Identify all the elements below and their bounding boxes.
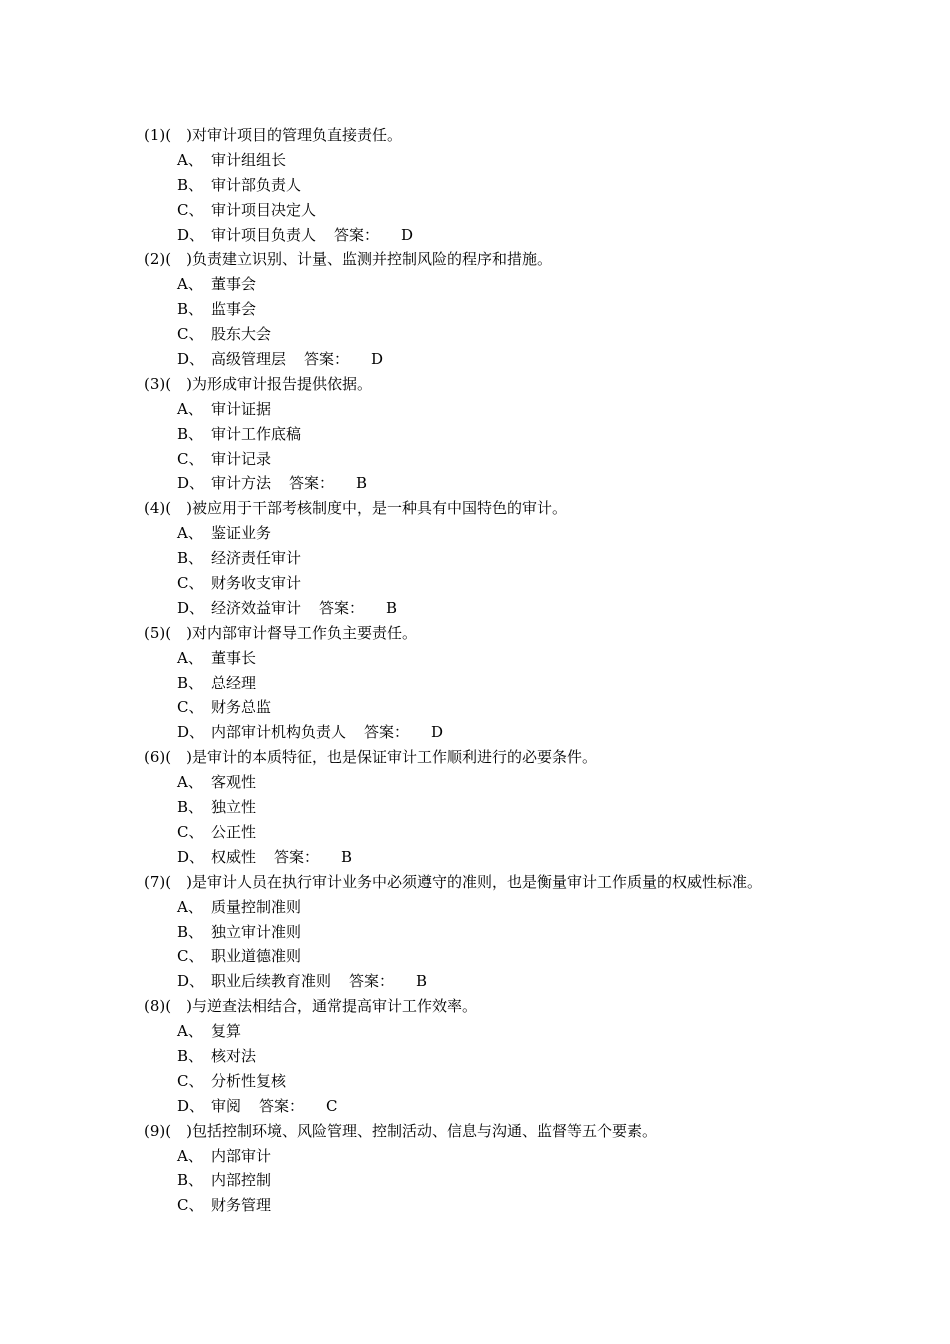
option-letter: B、 xyxy=(177,673,204,692)
option-text: 职业道德准则 xyxy=(211,947,302,966)
option-text: 监事会 xyxy=(211,300,257,319)
option-letter: D、 xyxy=(177,350,205,369)
option-letter: C、 xyxy=(177,947,204,966)
option-letter: B、 xyxy=(177,424,204,443)
answer-label: 答案： xyxy=(304,350,350,369)
option-text: 经济责任审计 xyxy=(211,549,302,568)
answer-value: B xyxy=(356,474,368,493)
option-row xyxy=(144,1144,762,1169)
option-text: 审计组组长 xyxy=(211,150,287,169)
option-row xyxy=(144,148,762,173)
option-text: 股东大会 xyxy=(211,325,272,344)
option-letter: A、 xyxy=(177,1146,203,1165)
option-row xyxy=(144,695,762,720)
option-letter: B、 xyxy=(177,300,204,319)
option-text: 独立审计准则 xyxy=(211,922,302,941)
option-letter: C、 xyxy=(177,325,204,344)
option-text: 独立性 xyxy=(211,798,257,817)
option-row xyxy=(144,944,762,969)
option-row xyxy=(144,1069,762,1094)
option-row xyxy=(144,397,762,422)
option-letter: D、 xyxy=(177,225,205,244)
question-list xyxy=(144,123,762,1218)
question-stem: (7)( )是审计人员在执行审计业务中必须遵守的准则，也是衡量审计工作质量的权威性标准。 xyxy=(144,872,762,891)
option-row xyxy=(144,422,762,447)
option-row xyxy=(144,1168,762,1193)
option-row xyxy=(144,471,762,496)
option-letter: D、 xyxy=(177,972,205,991)
answer-value: B xyxy=(386,598,398,617)
option-row xyxy=(144,546,762,571)
option-letter: B、 xyxy=(177,1171,204,1190)
option-letter: A、 xyxy=(177,1022,203,1041)
answer-label: 答案： xyxy=(274,847,320,866)
question-stem: (9)( )包括控制环境、风险管理、控制活动、信息与沟通、监督等五个要素。 xyxy=(144,1121,657,1140)
option-row xyxy=(144,845,762,870)
answer-label: 答案： xyxy=(364,723,410,742)
option-text: 权威性 xyxy=(211,847,257,866)
answer-value: B xyxy=(341,847,353,866)
option-letter: D、 xyxy=(177,598,205,617)
option-text: 复算 xyxy=(211,1022,242,1041)
option-row xyxy=(144,1193,762,1218)
answer-value: C xyxy=(326,1096,338,1115)
question-stem: (2)( )负责建立识别、计量、监测并控制风险的程序和措施。 xyxy=(144,250,552,269)
option-letter: C、 xyxy=(177,698,204,717)
option-letter: D、 xyxy=(177,474,205,493)
option-row xyxy=(144,521,762,546)
question-stem: (6)( )是审计的本质特征，也是保证审计工作顺利进行的必要条件。 xyxy=(144,748,597,767)
option-text: 审计方法 xyxy=(211,474,272,493)
option-text: 审计项目决定人 xyxy=(211,200,317,219)
option-row xyxy=(144,297,762,322)
option-text: 审阅 xyxy=(211,1096,242,1115)
option-text: 经济效益审计 xyxy=(211,598,302,617)
option-letter: A、 xyxy=(177,524,203,543)
option-text: 内部审计 xyxy=(211,1146,272,1165)
option-letter: C、 xyxy=(177,574,204,593)
option-row xyxy=(144,447,762,472)
option-text: 内部审计机构负责人 xyxy=(211,723,347,742)
option-row xyxy=(144,596,762,621)
option-letter: A、 xyxy=(177,150,203,169)
answer-label: 答案： xyxy=(334,225,380,244)
question-stem: (4)( )被应用于干部考核制度中，是一种具有中国特色的审计。 xyxy=(144,499,567,518)
answer-label: 答案： xyxy=(289,474,335,493)
option-row xyxy=(144,720,762,745)
option-row xyxy=(144,969,762,994)
option-text: 财务管理 xyxy=(211,1196,272,1215)
option-letter: B、 xyxy=(177,1046,204,1065)
option-letter: C、 xyxy=(177,449,204,468)
option-text: 鉴证业务 xyxy=(211,524,272,543)
option-text: 分析性复核 xyxy=(211,1071,287,1090)
option-text: 职业后续教育准则 xyxy=(211,972,332,991)
option-row xyxy=(144,198,762,223)
answer-label: 答案： xyxy=(349,972,395,991)
option-text: 质量控制准则 xyxy=(211,897,302,916)
option-row xyxy=(144,322,762,347)
option-letter: A、 xyxy=(177,275,203,294)
option-row xyxy=(144,272,762,297)
question-stem: (3)( )为形成审计报告提供依据。 xyxy=(144,374,372,393)
option-letter: B、 xyxy=(177,798,204,817)
option-row xyxy=(144,347,762,372)
option-letter: D、 xyxy=(177,723,205,742)
option-letter: C、 xyxy=(177,1071,204,1090)
option-letter: B、 xyxy=(177,175,204,194)
option-text: 董事长 xyxy=(211,648,257,667)
option-text: 审计证据 xyxy=(211,399,272,418)
option-text: 财务总监 xyxy=(211,698,272,717)
answer-value: D xyxy=(371,350,384,369)
option-row xyxy=(144,820,762,845)
option-text: 公正性 xyxy=(211,822,257,841)
option-text: 核对法 xyxy=(211,1046,257,1065)
option-row xyxy=(144,1019,762,1044)
answer-label: 答案： xyxy=(319,598,365,617)
option-row xyxy=(144,795,762,820)
option-text: 内部控制 xyxy=(211,1171,272,1190)
option-letter: B、 xyxy=(177,549,204,568)
option-letter: C、 xyxy=(177,822,204,841)
option-row xyxy=(144,895,762,920)
option-letter: C、 xyxy=(177,200,204,219)
option-letter: D、 xyxy=(177,1096,205,1115)
option-letter: D、 xyxy=(177,847,205,866)
option-letter: A、 xyxy=(177,399,203,418)
option-row xyxy=(144,646,762,671)
option-row xyxy=(144,671,762,696)
option-row xyxy=(144,223,762,248)
question-stem: (5)( )对内部审计督导工作负主要责任。 xyxy=(144,623,417,642)
option-row xyxy=(144,571,762,596)
option-text: 审计工作底稿 xyxy=(211,424,302,443)
option-row xyxy=(144,173,762,198)
answer-value: D xyxy=(401,225,414,244)
answer-value: B xyxy=(416,972,428,991)
option-letter: C、 xyxy=(177,1196,204,1215)
answer-value: D xyxy=(431,723,444,742)
option-row xyxy=(144,1044,762,1069)
option-letter: A、 xyxy=(177,773,203,792)
option-text: 审计部负责人 xyxy=(211,175,302,194)
answer-label: 答案： xyxy=(259,1096,305,1115)
option-text: 总经理 xyxy=(211,673,257,692)
option-letter: A、 xyxy=(177,648,203,667)
question-stem: (1)( )对审计项目的管理负直接责任。 xyxy=(144,126,402,144)
question-stem: (8)( )与逆查法相结合，通常提高审计工作效率。 xyxy=(144,997,477,1016)
option-text: 董事会 xyxy=(211,275,257,294)
option-letter: B、 xyxy=(177,922,204,941)
option-row xyxy=(144,920,762,945)
option-row xyxy=(144,1094,762,1119)
option-text: 高级管理层 xyxy=(211,350,287,369)
option-text: 审计记录 xyxy=(211,449,272,468)
option-text: 审计项目负责人 xyxy=(211,225,317,244)
option-letter: A、 xyxy=(177,897,203,916)
option-row xyxy=(144,770,762,795)
option-text: 客观性 xyxy=(211,773,257,792)
option-text: 财务收支审计 xyxy=(211,574,302,593)
